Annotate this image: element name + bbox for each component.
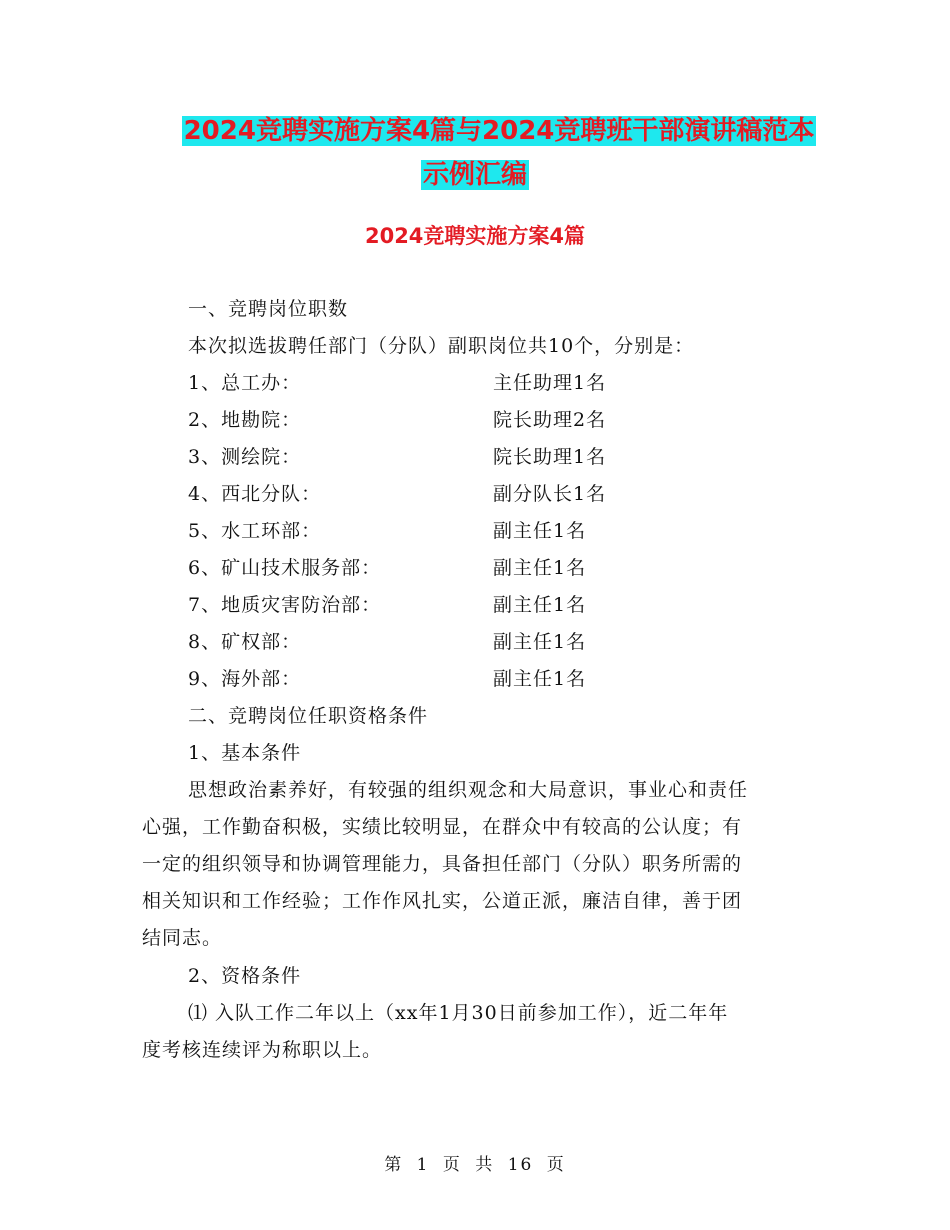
- position-dept: 9、海外部：: [188, 668, 302, 690]
- position-dept: 3、测绘院：: [188, 446, 302, 468]
- position-dept: 1、总工办：: [188, 372, 302, 394]
- heading-qualifications: 二、竞聘岗位任职资格条件: [188, 705, 429, 727]
- position-role: 副主任1名: [493, 520, 587, 542]
- footer-total-pages: 16: [507, 1155, 534, 1175]
- paragraph-line: 结同志。: [142, 927, 223, 949]
- subheading-eligibility: 2、资格条件: [188, 965, 302, 987]
- paragraph-line: ⑴ 入队工作二年以上（xx年1月30日前参加工作），近二年年: [188, 1002, 729, 1024]
- position-role: 副分队长1名: [493, 483, 607, 505]
- page-footer: [0, 1152, 950, 1178]
- position-role: 主任助理1名: [493, 372, 607, 394]
- footer-page-number: 1: [416, 1155, 430, 1175]
- paragraph-line: 度考核连续评为称职以上。: [142, 1039, 383, 1061]
- section-title: 2024竞聘实施方案4篇: [364, 224, 586, 248]
- paragraph-line: 相关知识和工作经验；工作作风扎实，公道正派，廉洁自律，善于团: [142, 890, 743, 912]
- position-role: 副主任1名: [493, 668, 587, 690]
- position-dept: 5、水工环部：: [188, 520, 322, 542]
- position-dept: 8、矿权部：: [188, 631, 302, 653]
- position-role: 院长助理1名: [493, 446, 607, 468]
- footer-page-mid: 页: [442, 1155, 462, 1175]
- position-dept: 7、地质灾害防治部：: [188, 594, 382, 616]
- footer-page-prefix: 第: [384, 1155, 404, 1175]
- position-dept: 2、地勘院：: [188, 409, 302, 431]
- footer-total-prefix: 共: [475, 1155, 495, 1175]
- paragraph-line: 一定的组织领导和协调管理能力，具备担任部门（分队）职务所需的: [142, 853, 743, 875]
- footer-total-suffix: 页: [546, 1155, 566, 1175]
- position-role: 副主任1名: [493, 631, 587, 653]
- document-title-text-1: 2024竞聘实施方案4篇与2024竞聘班干部演讲稿范本: [183, 116, 815, 146]
- intro-paragraph: 本次拟选拔聘任部门（分队）副职岗位共10个，分别是：: [188, 335, 695, 357]
- position-role: 院长助理2名: [493, 409, 607, 431]
- document-title-line2: [0, 152, 950, 198]
- paragraph-line: 心强，工作勤奋积极，实绩比较明显，在群众中有较高的公认度；有: [142, 816, 743, 838]
- paragraph-line: 思想政治素养好，有较强的组织观念和大局意识，事业心和责任: [188, 779, 749, 801]
- position-dept: 6、矿山技术服务部：: [188, 557, 382, 579]
- heading-positions: 一、竞聘岗位职数: [188, 298, 349, 320]
- position-dept: 4、西北分队：: [188, 483, 322, 505]
- position-role: 副主任1名: [493, 557, 587, 579]
- document-title-line1: [24, 108, 950, 154]
- position-role: 副主任1名: [493, 594, 587, 616]
- subheading-basic: 1、基本条件: [188, 742, 302, 764]
- document-title-text-2: 示例汇编: [422, 160, 527, 190]
